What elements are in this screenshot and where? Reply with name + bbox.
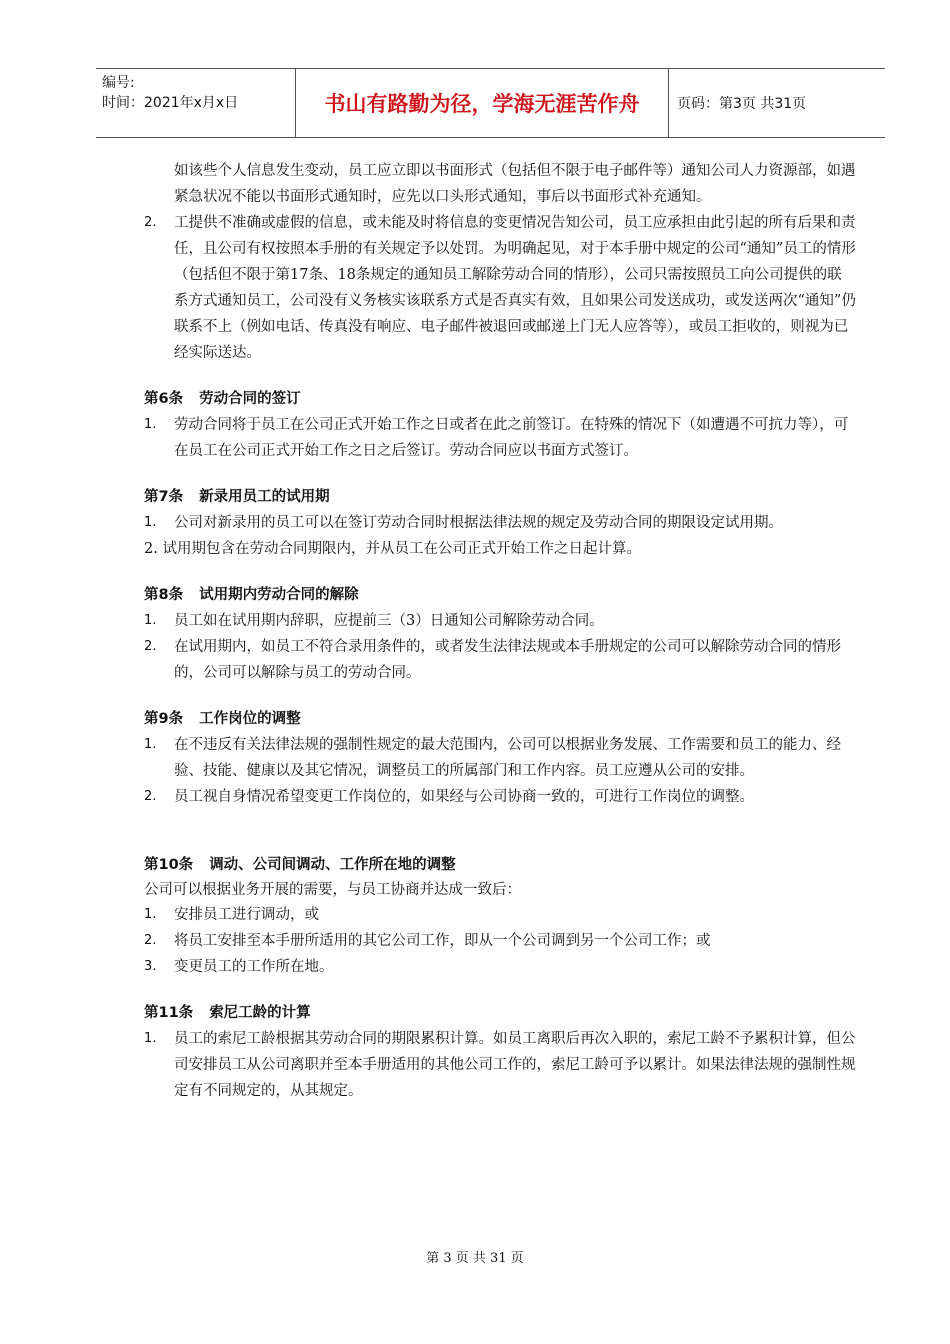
list-number: 2. — [144, 215, 157, 230]
list-number: 1. — [144, 737, 157, 752]
list-text: 员工的索尼工龄根据其劳动合同的期限累积计算。如员工离职后再次入职的，索尼工龄不予累积计算，但公司安排员工从公司离职并至本手册适用的其他公司工作的，索尼工龄可予以累计。如果法律法规的强制性规定有不同规定的，从其规定。 — [174, 1031, 856, 1099]
list-number: 2. — [144, 639, 157, 654]
list-item-inline: 2. 试用期包含在劳动合同期限内，并从员工在公司正式开始工作之日起计算。 — [144, 541, 641, 557]
list-text: 安排员工进行调动，或 — [174, 907, 319, 923]
section-heading — [144, 484, 856, 510]
section-number: 第8条 — [144, 587, 184, 603]
section-title: 调动、公司间调动、工作所在地的调整 — [209, 857, 456, 873]
section-heading — [144, 852, 856, 878]
list-item — [144, 954, 856, 980]
list-item — [144, 732, 856, 784]
section-heading — [144, 386, 856, 412]
list-text: 工提供不准确或虚假的信息，或未能及时将信息的变更情况告知公司，员工应承担由此引起的所有后果和责任，且公司有权按照本手册的有关规定予以处罚。为明确起见，对于本手册中规定的公司“通知”员工的情形（包括但不限于第17条、18条规定的通知员工解除劳动合同的情形），公司只需按照员工向公司提供的联系方式通知员工，公司没有义务核实该联系方式是否真实有效，且如果公司发送成功，或发送两次“通知”仍联系不上（例如电话、传真没有响应、电子邮件被退回或邮递上门无人应答等），或员工拒收的，则视为已经实际送达。 — [174, 215, 856, 361]
document-body — [144, 158, 856, 1104]
section-intro: 公司可以根据业务开展的需要，与员工协商并达成一致后： — [144, 882, 521, 898]
header-page-info: 页码：第3页 共31页 — [677, 96, 807, 112]
section-title: 试用期内劳动合同的解除 — [199, 587, 359, 603]
list-item — [144, 608, 856, 634]
list-item — [144, 928, 856, 954]
section-heading — [144, 1000, 856, 1026]
list-item — [144, 634, 856, 686]
list-number: 1. — [144, 515, 157, 530]
section-number: 第11条 — [144, 1005, 194, 1021]
page-footer: 第 3 页 共 31 页 — [426, 1251, 524, 1266]
list-item — [144, 1026, 856, 1104]
list-item — [144, 784, 856, 810]
list-number: 2. — [144, 933, 157, 948]
list-text: 员工如在试用期内辞职，应提前三（3）日通知公司解除劳动合同。 — [174, 613, 604, 629]
list-number: 3. — [144, 959, 157, 974]
section-heading — [144, 582, 856, 608]
list-number: 1. — [144, 613, 157, 628]
list-item — [144, 210, 856, 366]
number-label: 编号: — [102, 75, 135, 91]
header-motto: 书山有路勤为径，学海无涯苦作舟 — [296, 69, 669, 137]
list-item — [144, 902, 856, 928]
section-title: 工作岗位的调整 — [199, 711, 301, 727]
time-label: 时间：2021年x月x日 — [102, 95, 239, 111]
list-text: 公司对新录用的员工可以在签订劳动合同时根据法律法规的规定及劳动合同的期限设定试用期。 — [174, 515, 783, 531]
header-meta — [96, 69, 296, 137]
list-text: 员工视自身情况希望变更工作岗位的，如果经与公司协商一致的，可进行工作岗位的调整。 — [174, 789, 754, 805]
page-header — [96, 68, 885, 138]
section-number: 第10条 — [144, 857, 194, 873]
section-number: 第9条 — [144, 711, 184, 727]
list-number: 1. — [144, 417, 157, 432]
section-heading — [144, 706, 856, 732]
list-text: 在试用期内，如员工不符合录用条件的，或者发生法律法规或本手册规定的公司可以解除劳动合同的情形的，公司可以解除与员工的劳动合同。 — [174, 639, 841, 681]
section-title: 新录用员工的试用期 — [199, 489, 330, 505]
list-text: 在不违反有关法律法规的强制性规定的最大范围内，公司可以根据业务发展、工作需要和员工的能力、经验、技能、健康以及其它情况，调整员工的所属部门和工作内容。员工应遵从公司的安排。 — [174, 737, 841, 779]
list-text: 劳动合同将于员工在公司正式开始工作之日或者在此之前签订。在特殊的情况下（如遭遇不可抗力等），可在员工在公司正式开始工作之日之后签订。劳动合同应以书面方式签订。 — [174, 417, 849, 459]
list-text: 变更员工的工作所在地。 — [174, 959, 334, 975]
section-title: 劳动合同的签订 — [199, 391, 301, 407]
list-item — [144, 412, 856, 464]
continued-paragraph: 如该些个人信息发生变动，员工应立即以书面形式（包括但不限于电子邮件等）通知公司人力资源部，如遇紧急状况不能以书面形式通知时，应先以口头形式通知，事后以书面形式补充通知。 — [174, 163, 856, 205]
section-number: 第7条 — [144, 489, 184, 505]
list-text: 将员工安排至本手册所适用的其它公司工作，即从一个公司调到另一个公司工作；或 — [174, 933, 711, 949]
list-number: 1. — [144, 907, 157, 922]
list-number: 2. — [144, 789, 157, 804]
section-title: 索尼工龄的计算 — [209, 1005, 311, 1021]
section-number: 第6条 — [144, 391, 184, 407]
list-number: 1. — [144, 1031, 157, 1046]
list-item — [144, 510, 856, 536]
